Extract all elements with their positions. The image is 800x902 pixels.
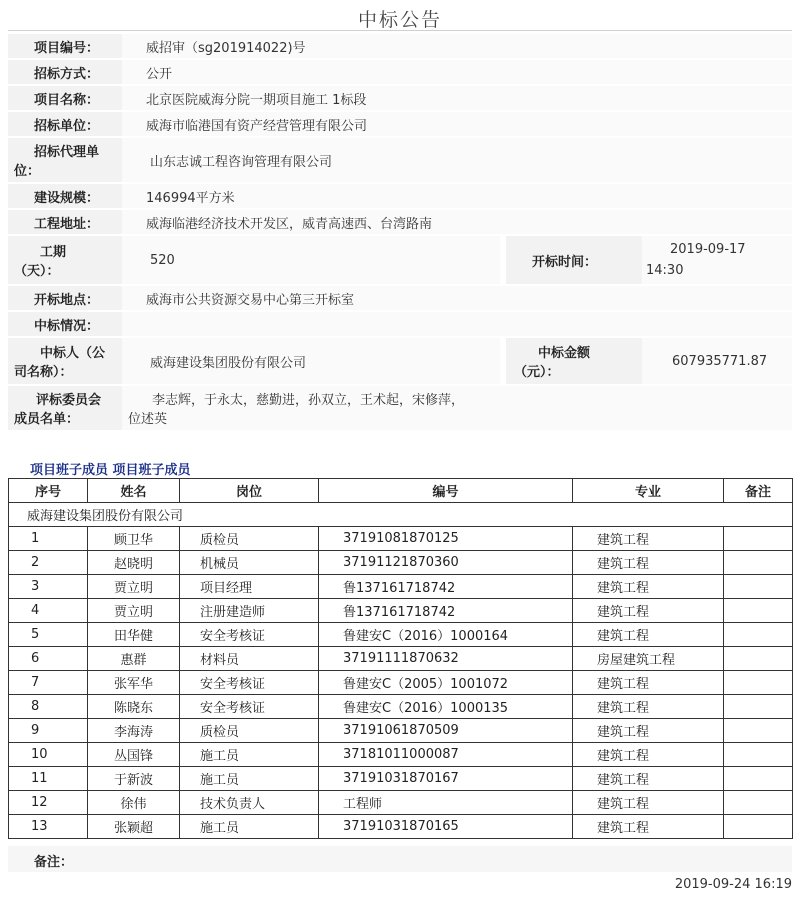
major: 建筑工程 (573, 575, 724, 599)
position: 施工员 (180, 767, 319, 791)
remark-label: 备注： (34, 855, 74, 870)
agency-label-line1: 招标代理单 (34, 145, 100, 160)
project-name-value: 北京医院威海分院一期项目施工 1标段 (122, 86, 792, 110)
table-row (9, 575, 793, 599)
header-no: 序号 (9, 479, 88, 503)
remark (724, 551, 793, 575)
member-name: 陈晓东 (88, 695, 180, 719)
committee-label-line1: 评标委员会 (36, 393, 102, 408)
open-place-value: 威海市公共资源交易中心第三开标室 (122, 286, 792, 310)
project-no-value: 威招审（sg201914022)号 (122, 34, 792, 58)
open-time-label: 开标时间： (506, 236, 642, 284)
row-no: 7 (9, 671, 88, 695)
table-row (9, 671, 793, 695)
remark (724, 695, 793, 719)
team-header-row (9, 479, 793, 503)
row-no: 3 (9, 575, 88, 599)
position: 质检员 (180, 527, 319, 551)
header-position: 岗位 (180, 479, 319, 503)
winner-label-line2: 司名称）： (14, 365, 73, 380)
member-name: 惠群 (88, 647, 180, 671)
committee-line1: 李志辉，于永太，慈勤进，孙双立，王术起，宋修萍， (152, 393, 465, 408)
scale-label: 建设规模： (8, 184, 122, 208)
position: 注册建造师 (180, 599, 319, 623)
table-row (9, 551, 793, 575)
position: 质检员 (180, 719, 319, 743)
table-row (9, 743, 793, 767)
cert-code: 鲁建安C（2016）1000164 (319, 623, 573, 647)
row-no: 10 (9, 743, 88, 767)
position: 机械员 (180, 551, 319, 575)
cert-code: 37181011000087 (319, 743, 573, 767)
status-value (122, 312, 792, 336)
row-no: 6 (9, 647, 88, 671)
info-row-open-place (8, 286, 792, 310)
cert-code: 37191031870167 (319, 767, 573, 791)
period-label-line2: （天）： (14, 264, 60, 279)
row-no: 9 (9, 719, 88, 743)
position: 技术负责人 (180, 791, 319, 815)
method-value: 公开 (122, 60, 792, 84)
info-row-status (8, 312, 792, 336)
major: 建筑工程 (573, 815, 724, 839)
remark (724, 767, 793, 791)
winner-value: 威海建设集团股份有限公司 (122, 338, 500, 384)
amount-label (506, 338, 642, 384)
major: 建筑工程 (573, 623, 724, 647)
remark (724, 719, 793, 743)
team-section-title: 项目班子成员 项目班子成员 (30, 463, 191, 478)
remark (724, 791, 793, 815)
position: 施工员 (180, 815, 319, 839)
header-name: 姓名 (88, 479, 180, 503)
amount-value: 607935771.87 (642, 338, 792, 384)
info-row-agency (8, 138, 792, 182)
major: 建筑工程 (573, 527, 724, 551)
amount-label-line1: 中标金额 (538, 346, 591, 361)
info-row-winner (8, 338, 792, 384)
winner-label-line1: 中标人（公 (40, 346, 106, 361)
info-row-scale (8, 184, 792, 208)
member-name: 张军华 (88, 671, 180, 695)
position: 安全考核证 (180, 671, 319, 695)
position: 项目经理 (180, 575, 319, 599)
info-row-method (8, 60, 792, 84)
major: 建筑工程 (573, 767, 724, 791)
member-name: 张颖超 (88, 815, 180, 839)
open-time-value (642, 236, 792, 284)
status-label: 中标情况： (8, 312, 122, 336)
row-no: 1 (9, 527, 88, 551)
table-row (9, 719, 793, 743)
winner-label (8, 338, 122, 384)
member-name: 李海涛 (88, 719, 180, 743)
remark (724, 623, 793, 647)
header-major: 专业 (573, 479, 724, 503)
row-no: 4 (9, 599, 88, 623)
period-label-line1: 工期 (40, 245, 67, 260)
open-place-label: 开标地点： (8, 286, 122, 310)
tender-unit-label: 招标单位： (8, 112, 122, 136)
footer-date: 2019-09-24 16:19 (674, 877, 792, 892)
cert-code: 37191121870360 (319, 551, 573, 575)
company-name: 威海建设集团股份有限公司 (9, 503, 793, 527)
header-code: 编号 (319, 479, 573, 503)
row-no: 13 (9, 815, 88, 839)
header-remark: 备注 (724, 479, 793, 503)
major: 房屋建筑工程 (573, 647, 724, 671)
info-row-address (8, 210, 792, 234)
major: 建筑工程 (573, 599, 724, 623)
cert-code: 37191061870509 (319, 719, 573, 743)
committee-line2: 位述英 (128, 412, 168, 427)
table-row (9, 767, 793, 791)
company-row (9, 503, 793, 527)
table-row (9, 791, 793, 815)
table-row (9, 695, 793, 719)
position: 材料员 (180, 647, 319, 671)
committee-label-line2: 成员名单： (14, 412, 80, 427)
project-no-label: 项目编号： (8, 34, 122, 58)
info-table (8, 32, 792, 432)
cert-code: 37191031870165 (319, 815, 573, 839)
cert-code: 37191081870125 (319, 527, 573, 551)
member-name: 赵晓明 (88, 551, 180, 575)
table-row (9, 623, 793, 647)
major: 建筑工程 (573, 695, 724, 719)
position: 安全考核证 (180, 623, 319, 647)
info-row-tender-unit (8, 112, 792, 136)
table-row (9, 647, 793, 671)
remark (724, 743, 793, 767)
member-name: 顾卫华 (88, 527, 180, 551)
member-name: 贾立明 (88, 575, 180, 599)
open-time-date: 2019-09-17 (670, 242, 746, 257)
amount-label-line2: （元）： (514, 365, 560, 380)
table-row (9, 527, 793, 551)
committee-label (8, 386, 122, 430)
cert-code: 37191111870632 (319, 647, 573, 671)
row-no: 2 (9, 551, 88, 575)
remark (724, 671, 793, 695)
agency-label-line2: 位： (14, 164, 41, 179)
info-row-period (8, 236, 792, 284)
cert-code: 鲁建安C（2016）1000135 (319, 695, 573, 719)
member-name: 贾立明 (88, 599, 180, 623)
remark (724, 575, 793, 599)
period-label (8, 236, 122, 284)
member-name: 于新波 (88, 767, 180, 791)
major: 建筑工程 (573, 791, 724, 815)
remark (724, 527, 793, 551)
address-label: 工程地址： (8, 210, 122, 234)
position: 安全考核证 (180, 695, 319, 719)
major: 建筑工程 (573, 719, 724, 743)
agency-label (8, 138, 122, 182)
member-name: 田华健 (88, 623, 180, 647)
cert-code: 鲁137161718742 (319, 599, 573, 623)
open-time-clock: 14:30 (646, 263, 684, 278)
remark (724, 599, 793, 623)
row-no: 5 (9, 623, 88, 647)
project-name-label: 项目名称： (8, 86, 122, 110)
position: 施工员 (180, 743, 319, 767)
committee-value (122, 386, 792, 430)
cert-code: 工程师 (319, 791, 573, 815)
member-name: 徐伟 (88, 791, 180, 815)
info-row-project-no (8, 34, 792, 58)
major: 建筑工程 (573, 743, 724, 767)
address-value: 威海临港经济技术开发区，威青高速西、台湾路南 (122, 210, 792, 234)
page-title: 中标公告 (357, 9, 442, 31)
title-divider (8, 30, 792, 31)
scale-value: 146994平方米 (122, 184, 792, 208)
team-table (8, 478, 793, 839)
info-row-project-name (8, 86, 792, 110)
table-row (9, 815, 793, 839)
member-name: 丛国锋 (88, 743, 180, 767)
major: 建筑工程 (573, 671, 724, 695)
row-no: 8 (9, 695, 88, 719)
table-row (9, 599, 793, 623)
remark (724, 815, 793, 839)
cert-code: 鲁建安C（2005）1001072 (319, 671, 573, 695)
tender-unit-value: 威海市临港国有资产经营管理有限公司 (122, 112, 792, 136)
method-label: 招标方式： (8, 60, 122, 84)
period-value: 520 (122, 236, 500, 284)
remark-row (8, 846, 792, 872)
agency-value: 山东志诚工程咨询管理有限公司 (122, 138, 792, 182)
row-no: 11 (9, 767, 88, 791)
cert-code: 鲁137161718742 (319, 575, 573, 599)
info-row-committee (8, 386, 792, 430)
row-no: 12 (9, 791, 88, 815)
remark (724, 647, 793, 671)
major: 建筑工程 (573, 551, 724, 575)
